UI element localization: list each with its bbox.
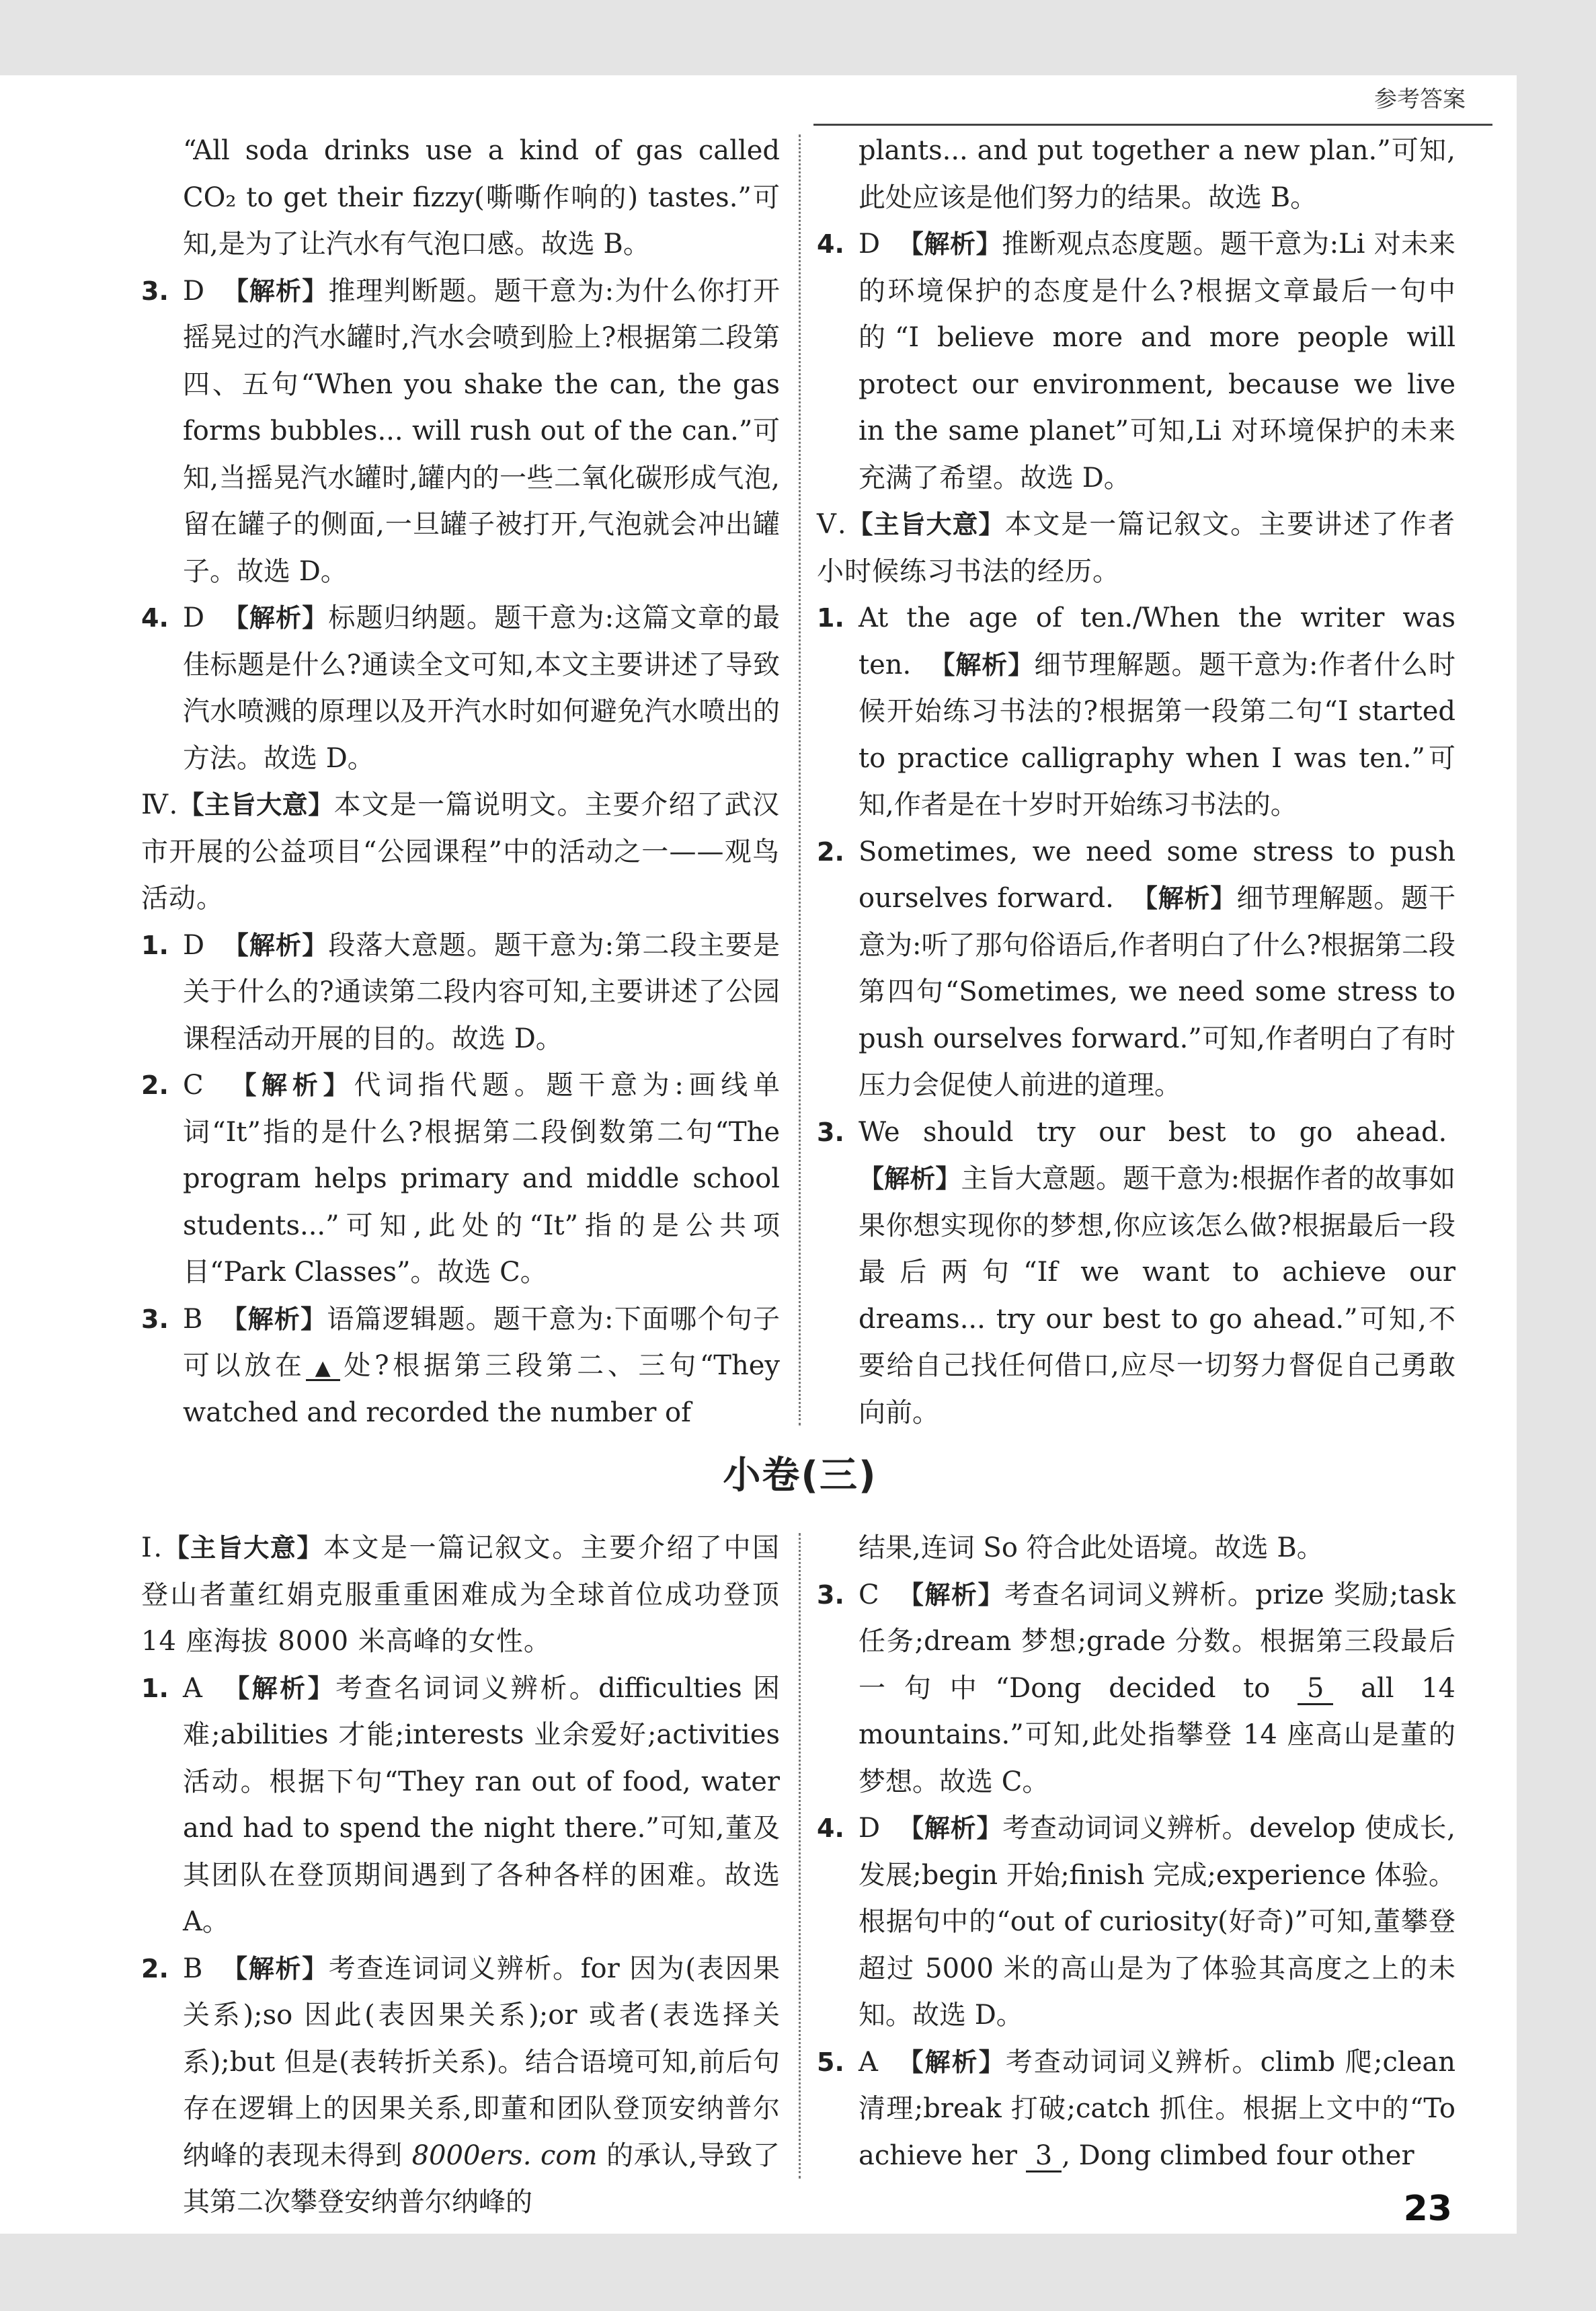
answer-sentence: We should try our best to go ahead. (859, 1116, 1447, 1148)
bottom-right-column (817, 1525, 1455, 2179)
question-number: 2. (817, 836, 844, 867)
top-left-column (141, 128, 780, 1436)
section-title: 小卷(三) (723, 1454, 877, 1497)
summary-text: 本文是一篇记叙文。主要介绍了中国登山者董红娟克服重重困难成为全球首位成功登顶 14 座海拔 8000 米高峰的女性。 (141, 1532, 780, 1657)
answer-choice: D (183, 275, 205, 307)
summary-tag: 【主旨大意】 (178, 790, 334, 820)
question-number: 1. (141, 930, 169, 960)
answer-item (817, 595, 1455, 829)
section-summary (817, 502, 1455, 595)
analysis-tag: 【解析】 (223, 603, 329, 633)
analysis-text: 处?根据第三段第二、三句“They watched and recorded the number of (183, 1350, 781, 1428)
analysis-tag: 【解析】 (898, 1579, 1004, 1610)
analysis-text: 的承认,导致了其第二次攀登安纳普尔纳峰的 (183, 2140, 780, 2218)
analysis-tag: 【解析】 (221, 1304, 327, 1334)
question-number: 3. (817, 1579, 844, 1610)
answer-item (141, 1666, 780, 1946)
answer-item (141, 1062, 780, 1296)
bottom-left-column (141, 1525, 780, 2226)
question-number: 1. (141, 1673, 169, 1703)
answer-choice: D (859, 229, 881, 260)
analysis-text: 考查连词词义辨析。for 因为(表因果关系);so 因此(表因果关系);or 或者(表选择关系);but 但是(表转折关系)。结合语境可知,前后句存在逻辑上的因果关系,即董和团队登顶安纳普尔纳峰的表现未得到 (183, 1953, 780, 2171)
analysis-tag: 【解析】 (929, 650, 1035, 680)
answer-choice: D (859, 1813, 881, 1844)
analysis-text: 推理判断题。题干意为:为什么你打开摇晃过的汽水罐时,汽水会喷到脸上?根据第二段第四、五句“When you shake the can, the gas forms bubbles... will rush out of the can.”可知,当摇晃汽水罐时,罐内的一些二氧化碳形成气泡,留在罐子的侧面,一旦罐子被打开,气泡就会冲出罐子。故选 D。 (183, 275, 780, 587)
header-rule (813, 124, 1492, 126)
question-number: 4. (817, 229, 844, 259)
question-number: 1. (817, 603, 844, 633)
question-number: 2. (141, 1070, 169, 1100)
analysis-text: 考查动词词义辨析。climb 爬;clean 清理;break 打破;catch 抓住。根据上文中的“To achieve her (859, 2046, 1455, 2171)
answer-choice: A (859, 2046, 878, 2078)
answer-choice: D (183, 602, 205, 633)
analysis-text: 语篇逻辑题。题干意为:下面哪个句子可以放在 (183, 1303, 780, 1381)
answer-item (141, 1296, 780, 1437)
continued-answer: 结果,连词 So 符合此处语境。故选 B。 (859, 1532, 1324, 1563)
question-number: 2. (141, 1953, 169, 1984)
answer-choice: B (183, 1303, 203, 1335)
answer-choice: A (183, 1672, 202, 1704)
section-number: Ⅰ. (141, 1532, 163, 1563)
analysis-text: 细节理解题。题干意为:作者什么时候开始练习书法的?根据第一段第二句“I started to practice calligraphy when I was ten.”可知,作者是在十岁时开始练习书法的。 (859, 649, 1455, 820)
answer-choice: D (183, 929, 205, 961)
question-number: 3. (817, 1117, 844, 1147)
analysis-text: 段落大意题。题干意为:第二段主要是关于什么的?通读第二段内容可知,主要讲述了公园课程活动开展的目的。故选 D。 (183, 929, 780, 1054)
question-number: 3. (141, 1304, 169, 1334)
column-divider (799, 1533, 801, 2179)
analysis-text: 代词指代题。题干意为:画线单词“It”指的是什么?根据第二段倒数第二句“The program helps primary and middle school students...”可知,此处的“It”指的是公共项目“Park Classes”。故选 C。 (183, 1070, 780, 1288)
question-number: 4. (141, 603, 169, 633)
section-number: Ⅴ. (817, 509, 847, 540)
answer-choice: C (859, 1579, 879, 1610)
answer-item (141, 595, 780, 782)
answer-item (817, 2039, 1455, 2180)
summary-tag: 【主旨大意】 (846, 510, 1005, 539)
blank-number: 5 (1298, 1674, 1333, 1705)
analysis-tag: 【解析】 (1131, 884, 1237, 913)
analysis-tag: 【解析】 (224, 1673, 336, 1703)
answer-item (141, 268, 780, 596)
analysis-text: 标题归纳题。题干意为:这篇文章的最佳标题是什么?通读全文可知,本文主要讲述了导致汽水喷溅的原理以及开汽水时如何避免汽水喷出的方法。故选 D。 (183, 602, 780, 774)
analysis-tag: 【解析】 (231, 1070, 354, 1100)
analysis-text: all 14 mountains.”可知,此处指攀登 14 座高山是董的梦想。故选 C。 (859, 1672, 1456, 1797)
analysis-text: 细节理解题。题干意为:听了那句俗语后,作者明白了什么?根据第二段第四句“Sometimes, we need some stress to push ourselves forward.”可知,作者明白了有时压力会促使人前进的道理。 (859, 883, 1455, 1101)
blank-number: 3 (1026, 2141, 1062, 2172)
analysis-tag: 【解析】 (223, 276, 329, 306)
section-summary (141, 782, 780, 923)
analysis-tag: 【解析】 (222, 1953, 329, 1984)
analysis-text: 考查名词词义辨析。difficulties 困难;abilities 才能;interests 业余爱好;activities 活动。根据下句“They ran out of food, water and had to spend the night there.”可知,董及其团队在登顶期间遇到了各种各样的困难。故选 A。 (183, 1672, 780, 1937)
question-number: 4. (817, 1813, 844, 1843)
answer-item (141, 1946, 780, 2226)
continued-answer: “All soda drinks use a kind of gas called CO₂ to get their fizzy(嘶嘶作响的) tastes.”可知,是为了让汽水有气泡口感。故选 B。 (183, 135, 780, 260)
answer-item (817, 1109, 1455, 1437)
summary-tag: 【主旨大意】 (163, 1533, 323, 1563)
summary-text: 本文是一篇记叙文。主要讲述了作者小时候练习书法的经历。 (817, 509, 1455, 587)
answer-item (817, 1572, 1455, 1806)
answer-item (141, 923, 780, 1063)
answer-choice: B (183, 1953, 203, 1984)
analysis-text: , Dong climbed four other (1062, 2140, 1414, 2171)
answer-sentence: Sometimes, we need some stress to push ourselves forward. (859, 836, 1455, 914)
question-number: 3. (141, 276, 169, 306)
header-label: 参考答案 (1374, 86, 1466, 113)
answer-item (817, 1805, 1455, 2039)
blank-triangle: ▲ (306, 1357, 340, 1381)
top-right-column (817, 128, 1455, 1436)
page-number: 23 (1403, 2189, 1452, 2229)
analysis-tag: 【解析】 (897, 2047, 1006, 2077)
section-summary (141, 1525, 780, 1666)
continued-answer: plants... and put together a new plan.”可知,此处应该是他们努力的结果。故选 B。 (859, 135, 1455, 213)
analysis-text: 考查动词词义辨析。develop 使成长,发展;begin 开始;finish 完成;experience 体验。根据句中的“out of curiosity(好奇)”可知,董攀登超过 5000 米的高山是为了体验其高度之上的未知。故选 D。 (859, 1813, 1455, 2031)
column-divider (799, 134, 801, 1425)
answer-choice: C (183, 1070, 204, 1101)
analysis-tag: 【解析】 (897, 229, 1002, 259)
website-name: 8000ers. com (411, 2140, 598, 2171)
answer-item (817, 221, 1455, 502)
question-number: 5. (817, 2047, 844, 2077)
analysis-tag: 【解析】 (859, 1164, 961, 1193)
analysis-text: 考查名词词义辨析。prize 奖励;task 任务;dream 梦想;grade 分数。根据第三段最后一句中“Dong decided to (859, 1579, 1455, 1704)
answer-item (817, 829, 1455, 1109)
analysis-tag: 【解析】 (898, 1813, 1003, 1843)
answer-sentence: At the age of ten./When the writer was ten. (859, 602, 1455, 680)
section-number: Ⅳ. (141, 789, 179, 820)
analysis-text: 推断观点态度题。题干意为:Li 对未来的环境保护的态度是什么?根据文章最后一句中的“I believe more and more people will protect our environment, because we live in the same planet”可知,Li 对环境保护的未来充满了希望。故选 D。 (859, 229, 1455, 494)
analysis-text: 主旨大意题。题干意为:根据作者的故事如果你想实现你的梦想,你应该怎么做?根据最后一段最后两句“If we want to achieve our dreams... try our best to go ahead.”可知,不要给自己找任何借口,应尽一切努力督促自己勇敢向前。 (859, 1163, 1455, 1428)
summary-text: 本文是一篇说明文。主要介绍了武汉市开展的公益项目“公园课程”中的活动之一——观鸟活动。 (141, 789, 780, 914)
analysis-tag: 【解析】 (223, 930, 329, 960)
